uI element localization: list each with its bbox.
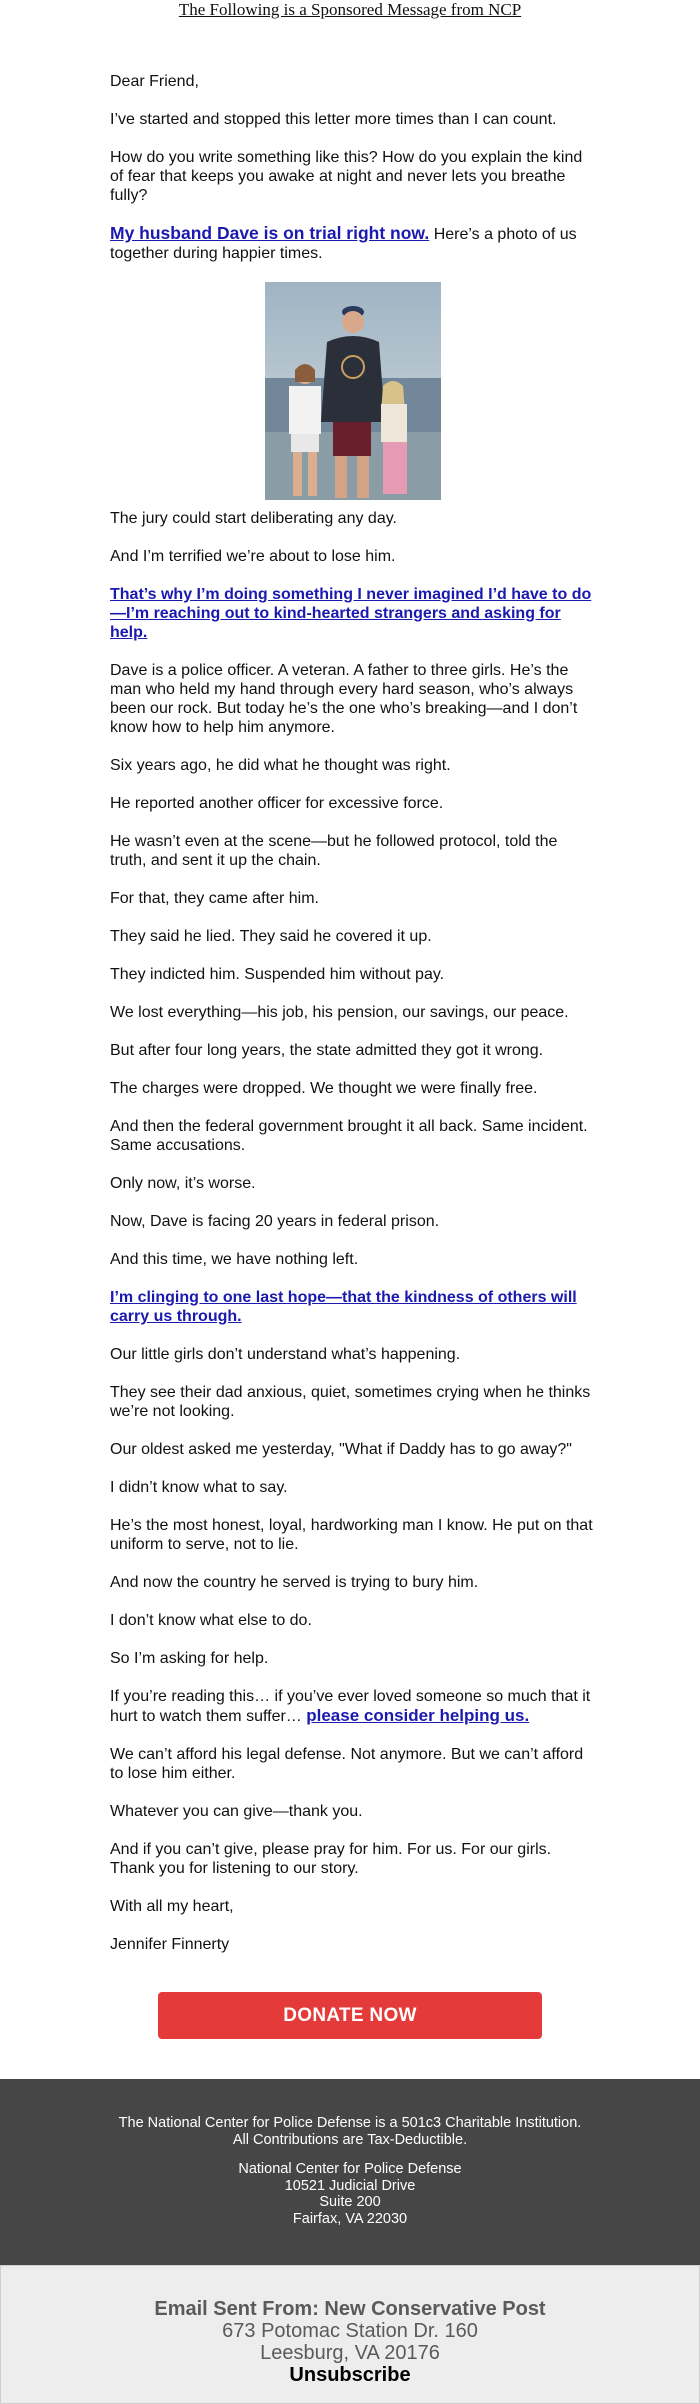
paragraph-reading [110, 1687, 595, 1726]
trial-link[interactable]: My husband Dave is on trial right now. [110, 223, 430, 243]
family-photo[interactable] [265, 282, 441, 500]
charity-address [110, 2161, 590, 2227]
paragraph: Our oldest asked me yesterday, "What if Daddy has to go away?" [110, 1441, 572, 1458]
donate-container [158, 1992, 542, 2039]
paragraph: So I’m asking for help. [110, 1650, 269, 1667]
org-street: 10521 Judicial Drive [284, 2177, 416, 2194]
paragraph: They see their dad anxious, quiet, sometimes crying when he thinks we’re not looking. [110, 1384, 591, 1420]
help-us-link[interactable]: please consider helping us. [306, 1706, 530, 1725]
paragraph: How do you write something like this? How do you explain the kind of fear that keeps you awake at night and never lets you breathe fully? [110, 149, 583, 204]
paragraph: I don’t know what else to do. [110, 1612, 312, 1629]
paragraph-reaching [110, 585, 595, 642]
paragraph: I didn’t know what to say. [110, 1479, 288, 1496]
paragraph: We lost everything—his job, his pension, our savings, our peace. [110, 1004, 569, 1021]
paragraph: The jury could start deliberating any day. [110, 510, 397, 527]
paragraph: But after four long years, the state admitted they got it wrong. [110, 1042, 544, 1059]
sent-from: Email Sent From: New Conservative Post [154, 2298, 546, 2320]
paragraph: The charges were dropped. We thought we were finally free. [110, 1080, 538, 1097]
charity-statement: The National Center for Police Defense is a 501c3 Charitable Institution. All Contributions are Tax-Deductible. [118, 2115, 582, 2148]
paragraph: For that, they came after him. [110, 890, 319, 907]
paragraph: Dave is a police officer. A veteran. A father to three girls. He’s the man who held my hand through every hard season, who’s always been our rock. But today he’s the one who’s breaking—and I don’t know how to help him anymore. [110, 662, 578, 736]
sender-address-2: Leesburg, VA 20176 [260, 2342, 440, 2364]
paragraph: We can’t afford his legal defense. Not anymore. But we can’t afford to lose him either. [110, 1746, 584, 1782]
greeting: Dear Friend, [110, 73, 199, 90]
paragraph: And then the federal government brought it all back. Same incident. Same accusations. [110, 1118, 588, 1154]
paragraph: He wasn’t even at the scene—but he followed protocol, told the truth, and sent it up the chain. [110, 833, 558, 869]
paragraph: And this time, we have nothing left. [110, 1251, 359, 1268]
reaching-out-link[interactable]: That’s why I’m doing something I never imagined I’d have to do—I’m reaching out to kind-hearted strangers and asking for help. [110, 586, 592, 641]
paragraph: He’s the most honest, loyal, hardworking man I know. He put on that uniform to serve, not to lie. [110, 1517, 593, 1553]
paragraph: Six years ago, he did what he thought was right. [110, 757, 451, 774]
paragraph-trial [110, 224, 595, 263]
signature: Jennifer Finnerty [110, 1936, 230, 1953]
trial-rest-text: Here’s a photo of us together during happier times. [110, 226, 577, 262]
paragraph: And I’m terrified we’re about to lose him. [110, 548, 396, 565]
last-hope-link[interactable]: I’m clinging to one last hope—that the kindness of others will carry us through. [110, 1289, 577, 1325]
paragraph: He reported another officer for excessive force. [110, 795, 444, 812]
closing: With all my heart, [110, 1898, 234, 1915]
paragraph: Whatever you can give—thank you. [110, 1803, 363, 1820]
org-suite: Suite 200 [319, 2194, 381, 2210]
footer-sender [0, 2265, 700, 2404]
letter-body [110, 72, 595, 1973]
paragraph-hope [110, 1288, 595, 1326]
paragraph: And if you can’t give, please pray for him. For us. For our girls. Thank you for listening to our story. [110, 1841, 552, 1877]
reading-text: If you’re reading this… if you’ve ever loved someone so much that it hurt to watch them suffer… [110, 1688, 591, 1725]
paragraph: Our little girls don’t understand what’s happening. [110, 1346, 461, 1363]
family-photo-image [265, 282, 441, 500]
sender-address-1: 673 Potomac Station Dr. 160 [222, 2320, 478, 2342]
paragraph: Now, Dave is facing 20 years in federal prison. [110, 1213, 440, 1230]
paragraph: Only now, it’s worse. [110, 1175, 256, 1192]
paragraph: They indicted him. Suspended him without pay. [110, 966, 445, 983]
sponsor-notice: The Following is a Sponsored Message from NCP [178, 0, 522, 19]
paragraph: And now the country he served is trying to bury him. [110, 1574, 479, 1591]
unsubscribe-link[interactable]: Unsubscribe [289, 2364, 411, 2386]
donate-button[interactable]: DONATE NOW [158, 1992, 542, 2039]
paragraph: I’ve started and stopped this letter more times than I can count. [110, 111, 557, 128]
org-city: Fairfax, VA 22030 [292, 2210, 408, 2227]
org-name: National Center for Police Defense [238, 2161, 462, 2177]
paragraph: They said he lied. They said he covered it up. [110, 928, 432, 945]
footer-charity [0, 2079, 700, 2265]
